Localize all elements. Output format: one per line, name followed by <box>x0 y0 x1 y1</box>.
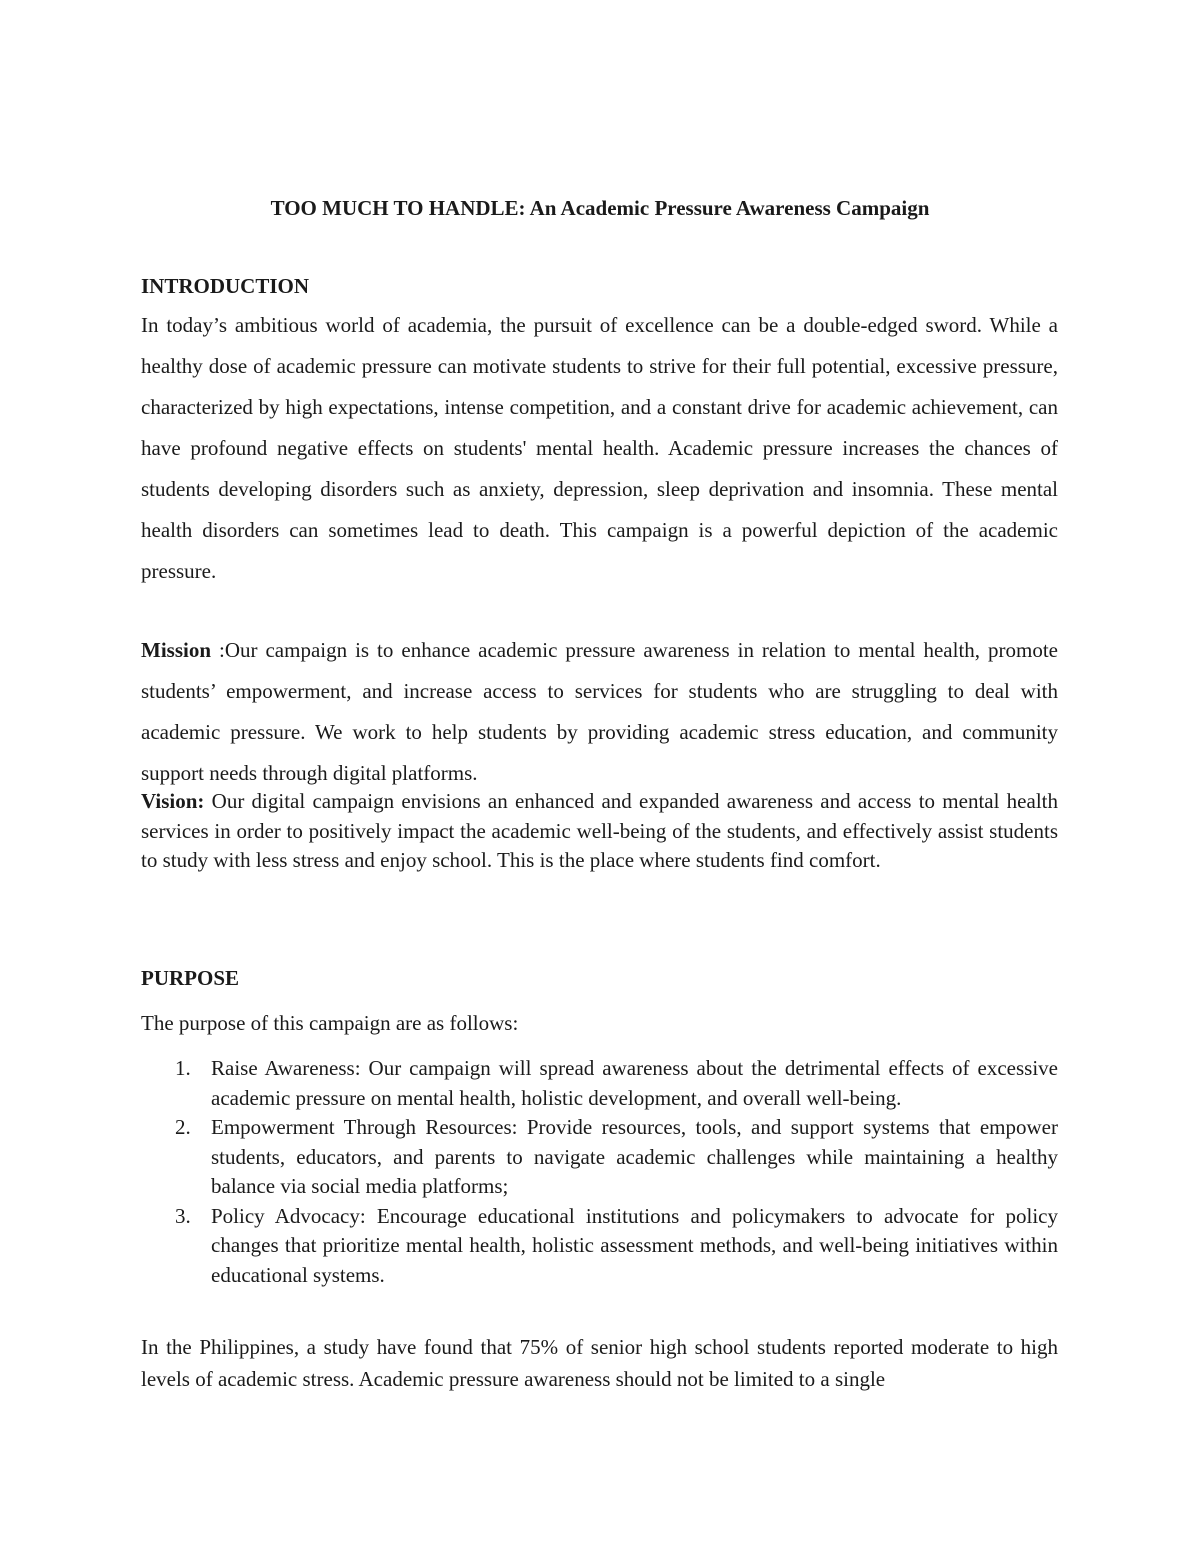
mission-label: Mission <box>141 638 212 662</box>
list-item-number: 3. <box>175 1203 191 1228</box>
purpose-intro: The purpose of this campaign are as follows: <box>141 1011 519 1035</box>
list-item <box>141 1054 1058 1113</box>
list-item <box>141 1202 1058 1291</box>
list-item-number: 2. <box>175 1115 191 1139</box>
purpose-list <box>141 1054 1058 1290</box>
vision-paragraph <box>141 787 1058 876</box>
list-item-number: 1. <box>175 1056 191 1080</box>
vision-text: Our digital campaign envisions an enhanced and expanded awareness and access to mental health services in order to positively impact the academic well-being of the students, and effectively assist students to study with less stress and enjoy school. This is the place where students find comfort. <box>141 789 1058 872</box>
purpose-heading: PURPOSE <box>141 966 240 990</box>
closing-paragraph: In the Philippines, a study have found that 75% of senior high school students reported moderate to high levels of academic stress. Academic pressure awareness should not be limited to a single <box>141 1335 1058 1391</box>
introduction-paragraph: In today’s ambitious world of academia, the pursuit of excellence can be a double-edged sword. While a healthy dose of academic pressure can motivate students to strive for their full potential, excessive pressure, characterized by high expectations, intense competition, and a constant drive for academic achievement, can have profound negative effects on students' mental health. Academic pressure increases the chances of students developing disorders such as anxiety, depression, sleep deprivation and insomnia. These mental health disorders can sometimes lead to death. This campaign is a powerful depiction of the academic pressure. <box>141 313 1058 583</box>
vision-label: Vision: <box>141 789 205 813</box>
document-title: TOO MUCH TO HANDLE: An Academic Pressure Awareness Campaign <box>270 196 930 220</box>
list-item-text: Policy Advocacy: Encourage educational institutions and policymakers to advocate for policy changes that prioritize mental health, holistic assessment methods, and well-being initiatives within educational systems. <box>211 1203 1058 1287</box>
introduction-heading: INTRODUCTION <box>141 274 310 298</box>
mission-paragraph <box>141 630 1058 794</box>
mission-text: :Our campaign is to enhance academic pressure awareness in relation to mental health, promote students’ empowerment, and increase access to services for students who are struggling to deal with academic pressure. We work to help students by providing academic stress education, and community support needs through digital platforms. <box>141 638 1058 785</box>
list-item <box>141 1113 1058 1202</box>
list-item-text: Empowerment Through Resources: Provide resources, tools, and support systems that empower students, educators, and parents to navigate academic challenges while maintaining a healthy balance via social media platforms; <box>211 1115 1058 1198</box>
list-item-text: Raise Awareness: Our campaign will spread awareness about the detrimental effects of excessive academic pressure on mental health, holistic development, and overall well-being. <box>211 1056 1058 1110</box>
